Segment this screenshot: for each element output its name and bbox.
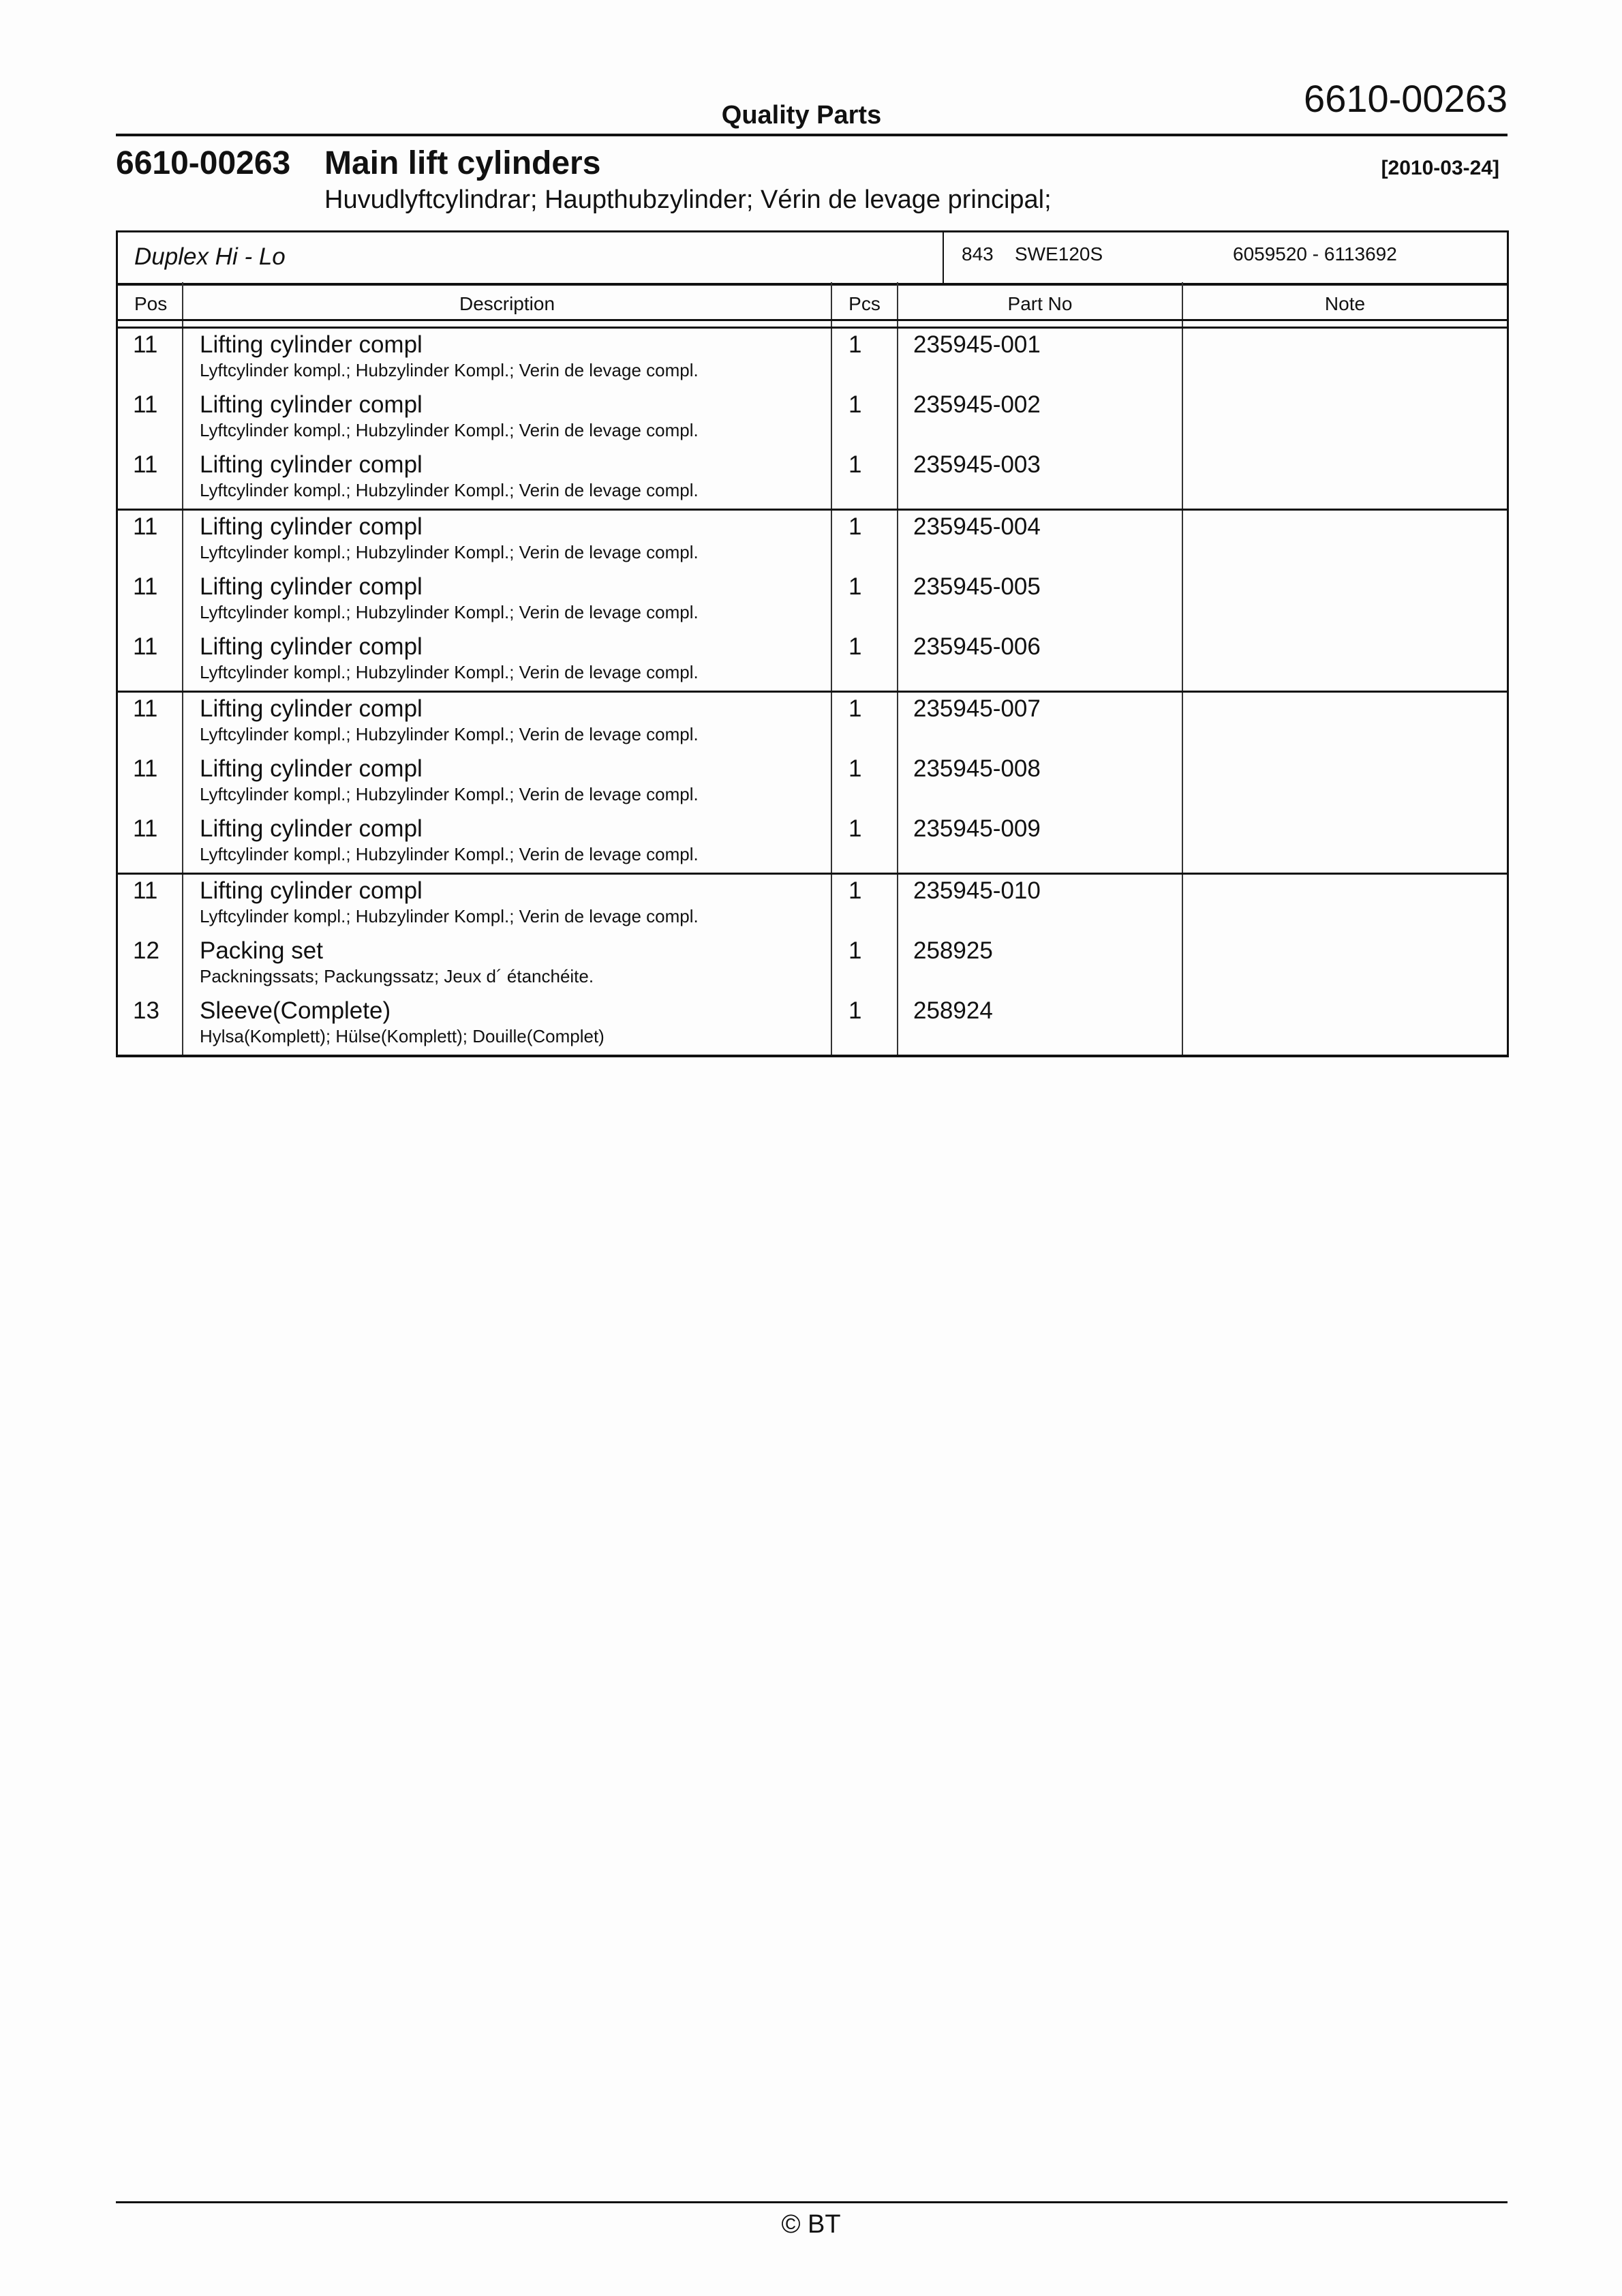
pcs-cell: 1 bbox=[832, 329, 898, 389]
pcs-cell: 1 bbox=[832, 753, 898, 813]
part-no-cell: 235945-009 bbox=[898, 813, 1183, 873]
description-main: Packing set bbox=[200, 937, 323, 964]
description-cell bbox=[183, 511, 832, 571]
table-row bbox=[118, 813, 1507, 873]
part-no-cell: 235945-004 bbox=[898, 511, 1183, 571]
note-cell bbox=[1183, 389, 1507, 449]
header-note: Note bbox=[1324, 293, 1366, 314]
pos-cell: 11 bbox=[118, 389, 183, 449]
description-cell bbox=[183, 875, 832, 935]
description-main: Lifting cylinder compl bbox=[200, 695, 423, 722]
description-translations: Lyftcylinder kompl.; Hubzylinder Kompl.; Verin de levage compl. bbox=[200, 360, 699, 380]
description-main: Lifting cylinder compl bbox=[200, 391, 423, 418]
pcs-cell: 1 bbox=[832, 511, 898, 571]
part-no-cell: 258925 bbox=[898, 935, 1183, 995]
description-translations: Lyftcylinder kompl.; Hubzylinder Kompl.; Verin de levage compl. bbox=[200, 662, 699, 682]
pos-cell: 11 bbox=[118, 753, 183, 813]
description-translations: Lyftcylinder kompl.; Hubzylinder Kompl.; Verin de levage compl. bbox=[200, 602, 699, 622]
pcs-cell: 1 bbox=[832, 631, 898, 691]
description-cell bbox=[183, 935, 832, 995]
description-translations: Lyftcylinder kompl.; Hubzylinder Kompl.; Verin de levage compl. bbox=[200, 784, 699, 804]
table-row bbox=[118, 995, 1507, 1055]
pos-cell: 13 bbox=[118, 995, 183, 1055]
description-cell bbox=[183, 449, 832, 509]
description-main: Lifting cylinder compl bbox=[200, 513, 423, 540]
title-date: [2010-03-24] bbox=[1381, 157, 1499, 179]
pcs-cell: 1 bbox=[832, 389, 898, 449]
model-type: SWE120S bbox=[1015, 243, 1103, 265]
description-main: Lifting cylinder compl bbox=[200, 877, 423, 904]
header-spacer bbox=[118, 321, 1507, 329]
title-number: 6610-00263 bbox=[116, 145, 291, 181]
description-translations: Lyftcylinder kompl.; Hubzylinder Kompl.; Verin de levage compl. bbox=[200, 480, 699, 500]
description-translations: Lyftcylinder kompl.; Hubzylinder Kompl.; Verin de levage compl. bbox=[200, 844, 699, 864]
pcs-cell: 1 bbox=[832, 995, 898, 1055]
parts-table bbox=[116, 282, 1509, 1057]
description-cell bbox=[183, 631, 832, 691]
table-row bbox=[118, 693, 1507, 753]
header-description: Description bbox=[183, 282, 832, 319]
part-no-cell: 258924 bbox=[898, 995, 1183, 1055]
note-cell bbox=[1183, 571, 1507, 631]
divider bbox=[943, 232, 944, 283]
part-no-cell: 235945-007 bbox=[898, 693, 1183, 753]
header-part-no: Part No bbox=[898, 282, 1183, 319]
pos-cell: 11 bbox=[118, 631, 183, 691]
pcs-cell: 1 bbox=[832, 693, 898, 753]
note-cell bbox=[1183, 631, 1507, 691]
description-translations: Lyftcylinder kompl.; Hubzylinder Kompl.; Verin de levage compl. bbox=[200, 906, 699, 926]
table-row bbox=[118, 571, 1507, 631]
part-no-cell: 235945-008 bbox=[898, 753, 1183, 813]
row-group bbox=[118, 329, 1507, 511]
table-row bbox=[118, 511, 1507, 571]
pos-cell: 11 bbox=[118, 571, 183, 631]
description-cell bbox=[183, 995, 832, 1055]
description-translations: Lyftcylinder kompl.; Hubzylinder Kompl.; Verin de levage compl. bbox=[200, 542, 699, 562]
description-cell bbox=[183, 389, 832, 449]
note-cell bbox=[1183, 935, 1507, 995]
note-cell bbox=[1183, 693, 1507, 753]
note-cell bbox=[1183, 753, 1507, 813]
note-cell bbox=[1183, 449, 1507, 509]
copyright: © BT bbox=[781, 2210, 841, 2239]
description-cell bbox=[183, 813, 832, 873]
table-row bbox=[118, 935, 1507, 995]
note-cell bbox=[1183, 511, 1507, 571]
row-group bbox=[118, 693, 1507, 875]
description-translations: Hylsa(Komplett); Hülse(Komplett); Douille(Complet) bbox=[200, 1026, 605, 1046]
pcs-cell: 1 bbox=[832, 449, 898, 509]
table-header bbox=[118, 282, 1507, 321]
row-group bbox=[118, 875, 1507, 1055]
part-no-cell: 235945-002 bbox=[898, 389, 1183, 449]
part-no-cell: 235945-003 bbox=[898, 449, 1183, 509]
header-pos: Pos bbox=[118, 282, 183, 319]
model-code: 843 bbox=[962, 243, 994, 265]
pcs-cell: 1 bbox=[832, 571, 898, 631]
pcs-cell: 1 bbox=[832, 813, 898, 873]
description-main: Sleeve(Complete) bbox=[200, 997, 391, 1024]
pos-cell: 11 bbox=[118, 875, 183, 935]
description-translations: Lyftcylinder kompl.; Hubzylinder Kompl.; Verin de levage compl. bbox=[200, 420, 699, 440]
description-translations: Packningssats; Packungssatz; Jeux d´ étanchéite. bbox=[200, 966, 594, 986]
table-row bbox=[118, 753, 1507, 813]
header-divider bbox=[116, 134, 1508, 136]
section-heading: Quality Parts bbox=[721, 101, 882, 130]
serial-range: 6059520 - 6113692 bbox=[1233, 243, 1397, 265]
document-number: 6610-00263 bbox=[1304, 77, 1508, 120]
pos-cell: 11 bbox=[118, 511, 183, 571]
header-pcs: Pcs bbox=[832, 282, 898, 319]
description-main: Lifting cylinder compl bbox=[200, 755, 423, 782]
note-cell bbox=[1183, 995, 1507, 1055]
part-no-cell: 235945-005 bbox=[898, 571, 1183, 631]
description-main: Lifting cylinder compl bbox=[200, 815, 423, 842]
pos-cell: 11 bbox=[118, 693, 183, 753]
pos-cell: 11 bbox=[118, 449, 183, 509]
model-info-box bbox=[116, 230, 1509, 286]
description-cell bbox=[183, 329, 832, 389]
part-no-cell: 235945-001 bbox=[898, 329, 1183, 389]
table-body bbox=[118, 329, 1507, 1055]
pos-cell: 11 bbox=[118, 329, 183, 389]
part-no-cell: 235945-006 bbox=[898, 631, 1183, 691]
title-translations: Huvudlyftcylindrar; Haupthubzylinder; Vérin de levage principal; bbox=[324, 185, 1052, 214]
pcs-cell: 1 bbox=[832, 875, 898, 935]
description-cell bbox=[183, 571, 832, 631]
table-row bbox=[118, 875, 1507, 935]
description-cell bbox=[183, 693, 832, 753]
note-cell bbox=[1183, 329, 1507, 389]
pcs-cell: 1 bbox=[832, 935, 898, 995]
table-row bbox=[118, 389, 1507, 449]
table-row bbox=[118, 449, 1507, 509]
description-main: Lifting cylinder compl bbox=[200, 573, 423, 600]
page-title: Main lift cylinders bbox=[324, 145, 601, 181]
description-cell bbox=[183, 753, 832, 813]
note-cell bbox=[1183, 875, 1507, 935]
model-name: Duplex Hi - Lo bbox=[134, 243, 286, 270]
row-group bbox=[118, 511, 1507, 693]
table-row bbox=[118, 631, 1507, 691]
part-no-cell: 235945-010 bbox=[898, 875, 1183, 935]
note-cell bbox=[1183, 813, 1507, 873]
pos-cell: 12 bbox=[118, 935, 183, 995]
description-main: Lifting cylinder compl bbox=[200, 451, 423, 478]
description-translations: Lyftcylinder kompl.; Hubzylinder Kompl.; Verin de levage compl. bbox=[200, 724, 699, 744]
description-main: Lifting cylinder compl bbox=[200, 633, 423, 660]
table-row bbox=[118, 329, 1507, 389]
footer-divider bbox=[116, 2201, 1508, 2203]
description-main: Lifting cylinder compl bbox=[200, 331, 423, 358]
pos-cell: 11 bbox=[118, 813, 183, 873]
